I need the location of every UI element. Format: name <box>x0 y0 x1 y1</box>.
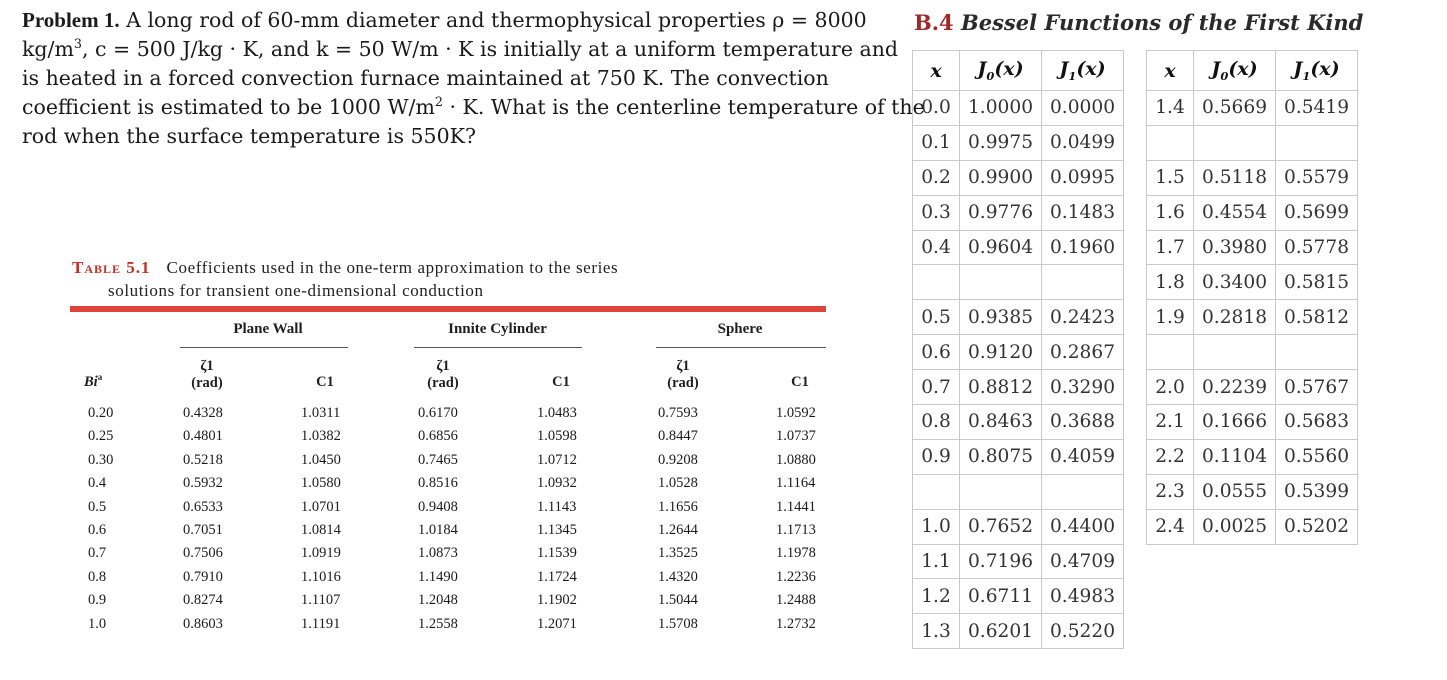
bessel-cell <box>1276 125 1358 160</box>
table-cell: 0.7910 <box>183 568 223 585</box>
table-cell: 0.6170 <box>418 405 458 421</box>
bessel-cell: 0.3290 <box>1042 370 1124 405</box>
bessel-header-cell: $J_0(x)$ <box>960 51 1042 91</box>
bessel-row <box>1147 160 1358 195</box>
bessel-cell: 0.9120 <box>960 335 1042 370</box>
bessel-cell: 0.9385 <box>960 300 1042 335</box>
table-cell: 0.5218 <box>183 451 223 468</box>
group-rule <box>414 347 582 348</box>
table-cell: 1.0382 <box>301 428 341 445</box>
bessel-row <box>913 614 1124 649</box>
bessel-cell: 0.2423 <box>1042 300 1124 335</box>
bessel-cell: 0.5812 <box>1276 300 1358 335</box>
table-cell: 1.1978 <box>776 545 816 562</box>
bessel-cell <box>1147 335 1194 370</box>
table-row <box>70 405 830 428</box>
table-cell: 0.4 <box>88 475 107 492</box>
table-row <box>70 545 830 568</box>
bessel-header-cell: $J_1(x)$ <box>1042 51 1124 91</box>
table-cell: 0.6533 <box>183 498 223 515</box>
table-cell: 1.1724 <box>537 568 577 585</box>
table-cell: 1.2558 <box>418 615 458 632</box>
header-zeta-sphere: ζ1 (rad) <box>667 358 699 391</box>
density-expression: ρ = 8000 <box>772 8 867 32</box>
table-cell: 1.0 <box>88 615 107 632</box>
table-cell: 1.0184 <box>418 521 458 538</box>
bessel-cell: 0.9900 <box>960 160 1042 195</box>
bessel-cell: 0.0 <box>913 91 960 126</box>
table-cell: 1.1539 <box>537 545 577 562</box>
bessel-cell: 0.3980 <box>1194 230 1276 265</box>
problem-statement <box>22 6 925 151</box>
table-cell: 1.1107 <box>301 592 341 609</box>
table-row <box>70 452 830 475</box>
bessel-row <box>913 265 1124 300</box>
bessel-title-number: B.4 <box>914 10 954 35</box>
table-cell: 1.0873 <box>418 545 458 562</box>
table-cell: 0.9208 <box>658 451 698 468</box>
bessel-row <box>913 544 1124 579</box>
bessel-row <box>1147 509 1358 544</box>
bessel-row <box>913 91 1124 126</box>
table-cell: 1.0528 <box>658 475 698 492</box>
bessel-cell: 0.5419 <box>1276 91 1358 126</box>
bessel-row <box>913 509 1124 544</box>
bessel-row <box>1147 439 1358 474</box>
table-cell: 1.1902 <box>537 592 577 609</box>
table-cell: 1.0592 <box>776 405 816 421</box>
bessel-cell: 0.0995 <box>1042 160 1124 195</box>
bessel-header-cell: x <box>1147 51 1194 91</box>
bessel-cell: 0.5399 <box>1276 474 1358 509</box>
bessel-cell: 0.5118 <box>1194 160 1276 195</box>
bessel-cell: 0.8463 <box>960 405 1042 440</box>
bessel-cell: 0.8075 <box>960 439 1042 474</box>
bessel-row <box>913 405 1124 440</box>
bessel-row <box>913 125 1124 160</box>
bessel-cell: 1.8 <box>1147 265 1194 300</box>
bessel-row <box>913 439 1124 474</box>
table-cell: 1.2644 <box>658 521 698 538</box>
problem-line-1: Problem 1. A long rod of 60-mm diameter and thermophysical properties ρ = 8000 <box>22 8 867 32</box>
bessel-cell: 0.0000 <box>1042 91 1124 126</box>
bessel-table-left <box>912 50 1124 649</box>
bessel-cell: 0.0555 <box>1194 474 1276 509</box>
bessel-row <box>1147 370 1358 405</box>
group-rule <box>180 347 348 348</box>
bessel-cell: 0.4983 <box>1042 579 1124 614</box>
table-cell: 1.0814 <box>301 521 341 538</box>
bessel-row <box>1147 265 1358 300</box>
bessel-cell: 1.0000 <box>960 91 1042 126</box>
bessel-row <box>913 230 1124 265</box>
table-cell: 1.0580 <box>301 475 341 492</box>
table-cell: 0.8447 <box>658 428 698 445</box>
table-cell: 1.2071 <box>537 615 577 632</box>
bessel-cell: 0.6201 <box>960 614 1042 649</box>
bessel-cell: 0.4400 <box>1042 509 1124 544</box>
table-cell: 0.7593 <box>658 405 698 421</box>
header-bi: Bi$^a$ <box>84 372 103 390</box>
bessel-cell: 0.9975 <box>960 125 1042 160</box>
bessel-row <box>913 370 1124 405</box>
bessel-cell: 0.5683 <box>1276 405 1358 440</box>
table-cell: 0.9408 <box>418 498 458 515</box>
bessel-cell: 0.5220 <box>1042 614 1124 649</box>
table-cell: 1.1441 <box>776 498 816 515</box>
table-row <box>70 592 830 615</box>
bessel-cell <box>1147 125 1194 160</box>
bessel-cell: 0.5767 <box>1276 370 1358 405</box>
table-cell: 0.5932 <box>183 475 223 492</box>
bessel-row <box>913 579 1124 614</box>
bessel-cell: 0.9 <box>913 439 960 474</box>
bessel-cell: 0.5669 <box>1194 91 1276 126</box>
bessel-cell: 0.1104 <box>1194 439 1276 474</box>
bessel-cell <box>960 474 1042 509</box>
table-cell: 0.8516 <box>418 475 458 492</box>
table-cell: 1.0311 <box>301 405 341 421</box>
bessel-cell: 0.5699 <box>1276 195 1358 230</box>
bessel-cell: 0.4554 <box>1194 195 1276 230</box>
table-cell: 1.0919 <box>301 545 341 562</box>
bessel-row <box>1147 335 1358 370</box>
table-cell: 1.4320 <box>658 568 698 585</box>
bessel-cell <box>913 265 960 300</box>
bessel-cell: 0.1483 <box>1042 195 1124 230</box>
bessel-cell: 0.7196 <box>960 544 1042 579</box>
table-row <box>70 569 830 592</box>
header-c-cylinder: C1 <box>552 374 570 390</box>
bessel-cell <box>960 265 1042 300</box>
bessel-row <box>1147 300 1358 335</box>
table-cell: 1.1164 <box>776 475 816 492</box>
bessel-row <box>1147 474 1358 509</box>
bessel-header-row <box>913 51 1124 91</box>
table-cell: 0.30 <box>88 451 114 468</box>
table-cell: 1.0880 <box>776 451 816 468</box>
table-cell: 1.1656 <box>658 498 698 515</box>
bessel-cell: 2.4 <box>1147 509 1194 544</box>
table-cell: 0.4328 <box>183 405 223 421</box>
bessel-cell: 0.5202 <box>1276 509 1358 544</box>
problem-line-3: is heated in a forced convection furnace maintained at 750 K. The convection <box>22 66 829 90</box>
bessel-cell: 0.8 <box>913 405 960 440</box>
table-cell: 1.5044 <box>658 592 698 609</box>
bessel-cell: 0.5815 <box>1276 265 1358 300</box>
table-cell: 1.0483 <box>537 405 577 421</box>
bessel-cell: 0.4 <box>913 230 960 265</box>
table-top-rule <box>70 306 826 312</box>
problem-line-2: $kg/m^3$, c = 500 J/kg · K, and k = 50 W/m · K is initially at a uniform temperature and <box>22 36 899 61</box>
bessel-cell: 0.8812 <box>960 370 1042 405</box>
table-cell: 1.2732 <box>776 615 816 632</box>
bessel-cell <box>1194 125 1276 160</box>
bessel-cell: 0.3688 <box>1042 405 1124 440</box>
bessel-cell: 1.3 <box>913 614 960 649</box>
bessel-header-cell: x <box>913 51 960 91</box>
bessel-cell: 2.1 <box>1147 405 1194 440</box>
table-row <box>70 499 830 522</box>
header-zeta-cylinder: ζ1 (rad) <box>427 358 459 391</box>
bessel-cell: 1.2 <box>913 579 960 614</box>
bessel-cell: 1.7 <box>1147 230 1194 265</box>
table-cell: 1.0598 <box>537 428 577 445</box>
bessel-cell: 2.0 <box>1147 370 1194 405</box>
bessel-cell: 1.6 <box>1147 195 1194 230</box>
table-cell: 0.6 <box>88 521 107 538</box>
header-zeta-plane: ζ1 (rad) <box>191 358 223 391</box>
table-cell: 0.7465 <box>418 451 458 468</box>
table-cell: 1.2488 <box>776 592 816 609</box>
bessel-cell: 0.2239 <box>1194 370 1276 405</box>
bessel-cell: 0.9776 <box>960 195 1042 230</box>
bessel-cell: 2.2 <box>1147 439 1194 474</box>
problem-line-4: coefficient is estimated to be 1000 $W/m^2 \cdot K$. What is the centerline temperature of the <box>22 94 925 119</box>
table-row <box>70 475 830 498</box>
table-row <box>70 522 830 545</box>
bessel-cell: 0.1666 <box>1194 405 1276 440</box>
table-cell: 1.1713 <box>776 521 816 538</box>
bessel-cell: 0.7 <box>913 370 960 405</box>
bessel-row <box>1147 195 1358 230</box>
bessel-cell: 0.0025 <box>1194 509 1276 544</box>
table-cell: 0.7 <box>88 545 107 562</box>
table-row <box>70 616 830 639</box>
bessel-row <box>913 300 1124 335</box>
bessel-row <box>913 195 1124 230</box>
bessel-cell: 0.5579 <box>1276 160 1358 195</box>
table-cell: 1.0932 <box>537 475 577 492</box>
bessel-row <box>913 335 1124 370</box>
header-c-sphere: C1 <box>791 374 809 390</box>
bessel-cell: 0.1960 <box>1042 230 1124 265</box>
bessel-cell <box>1042 265 1124 300</box>
table-cell: 1.1143 <box>537 498 577 515</box>
bessel-cell: 0.5 <box>913 300 960 335</box>
table-5-1-caption: Table 5.1 Coefficients used in the one-term approximation to the series solutions for transient one-dimensional conduction <box>72 258 619 300</box>
group-sphere: Sphere <box>717 321 763 337</box>
table-cell: 0.4801 <box>183 428 223 445</box>
bessel-cell: 0.7652 <box>960 509 1042 544</box>
bessel-cell: 0.5778 <box>1276 230 1358 265</box>
bessel-cell: 1.5 <box>1147 160 1194 195</box>
group-rule <box>656 347 826 348</box>
table-cell: 0.25 <box>88 428 114 445</box>
bessel-cell: 0.2867 <box>1042 335 1124 370</box>
bessel-cell: 0.2 <box>913 160 960 195</box>
problem-label: Problem 1. <box>22 8 120 32</box>
problem-line-5: rod when the surface temperature is 550K? <box>22 124 476 148</box>
table-cell: 1.3525 <box>658 545 698 562</box>
bessel-cell: 0.3400 <box>1194 265 1276 300</box>
table-cell: 0.8 <box>88 568 107 585</box>
group-infinite-cylinder: Innite Cylinder <box>448 321 547 337</box>
table-cell: 1.1191 <box>301 615 341 632</box>
bessel-title: B.4 Bessel Functions of the First Kind <box>914 10 1364 35</box>
bessel-row <box>913 160 1124 195</box>
bessel-row <box>1147 125 1358 160</box>
bessel-cell <box>913 474 960 509</box>
bessel-cell: 2.3 <box>1147 474 1194 509</box>
bessel-cell: 0.6 <box>913 335 960 370</box>
table-cell: 1.1490 <box>418 568 458 585</box>
bessel-row <box>1147 91 1358 126</box>
table-cell: 0.8603 <box>183 615 223 632</box>
bessel-cell <box>1042 474 1124 509</box>
header-c-plane: C1 <box>316 374 334 390</box>
table-cell: 1.5708 <box>658 615 698 632</box>
bessel-cell: 0.3 <box>913 195 960 230</box>
bessel-table-right <box>1146 50 1358 545</box>
table-cell: 1.0737 <box>776 428 816 445</box>
bessel-cell: 0.9604 <box>960 230 1042 265</box>
bessel-header-row <box>1147 51 1358 91</box>
group-plane-wall: Plane Wall <box>233 321 303 337</box>
bessel-header-cell: $J_1(x)$ <box>1276 51 1358 91</box>
table-cell: 1.0450 <box>301 451 341 468</box>
table-cell: 0.9 <box>88 592 107 609</box>
table-5-1-body <box>70 405 830 639</box>
table-cell: 1.1345 <box>537 521 577 538</box>
bessel-row <box>1147 230 1358 265</box>
table-cell: 0.5 <box>88 498 107 515</box>
table-cell: 0.7051 <box>183 521 223 538</box>
table-cell: 0.7506 <box>183 545 223 562</box>
table-row <box>70 428 830 451</box>
bessel-cell: 1.9 <box>1147 300 1194 335</box>
bessel-row <box>913 474 1124 509</box>
bessel-cell <box>1276 335 1358 370</box>
bessel-cell: 0.6711 <box>960 579 1042 614</box>
table-cell: 1.2048 <box>418 592 458 609</box>
table-cell: 1.0701 <box>301 498 341 515</box>
bessel-cell: 0.0499 <box>1042 125 1124 160</box>
bessel-cell: 1.4 <box>1147 91 1194 126</box>
bessel-header-cell: $J_0(x)$ <box>1194 51 1276 91</box>
table-5-1-label: Table 5.1 <box>72 258 151 277</box>
bessel-cell: 0.4059 <box>1042 439 1124 474</box>
bessel-cell: 1.1 <box>913 544 960 579</box>
table-cell: 0.6856 <box>418 428 458 445</box>
bessel-cell <box>1194 335 1276 370</box>
table-cell: 1.0712 <box>537 451 577 468</box>
table-cell: 1.2236 <box>776 568 816 585</box>
bessel-cell: 0.2818 <box>1194 300 1276 335</box>
table-cell: 0.8274 <box>183 592 223 609</box>
table-cell: 1.1016 <box>301 568 341 585</box>
bessel-cell: 1.0 <box>913 509 960 544</box>
table-cell: 0.20 <box>88 405 114 421</box>
bessel-cell: 0.1 <box>913 125 960 160</box>
bessel-row <box>1147 405 1358 440</box>
bessel-cell: 0.5560 <box>1276 439 1358 474</box>
bessel-cell: 0.4709 <box>1042 544 1124 579</box>
